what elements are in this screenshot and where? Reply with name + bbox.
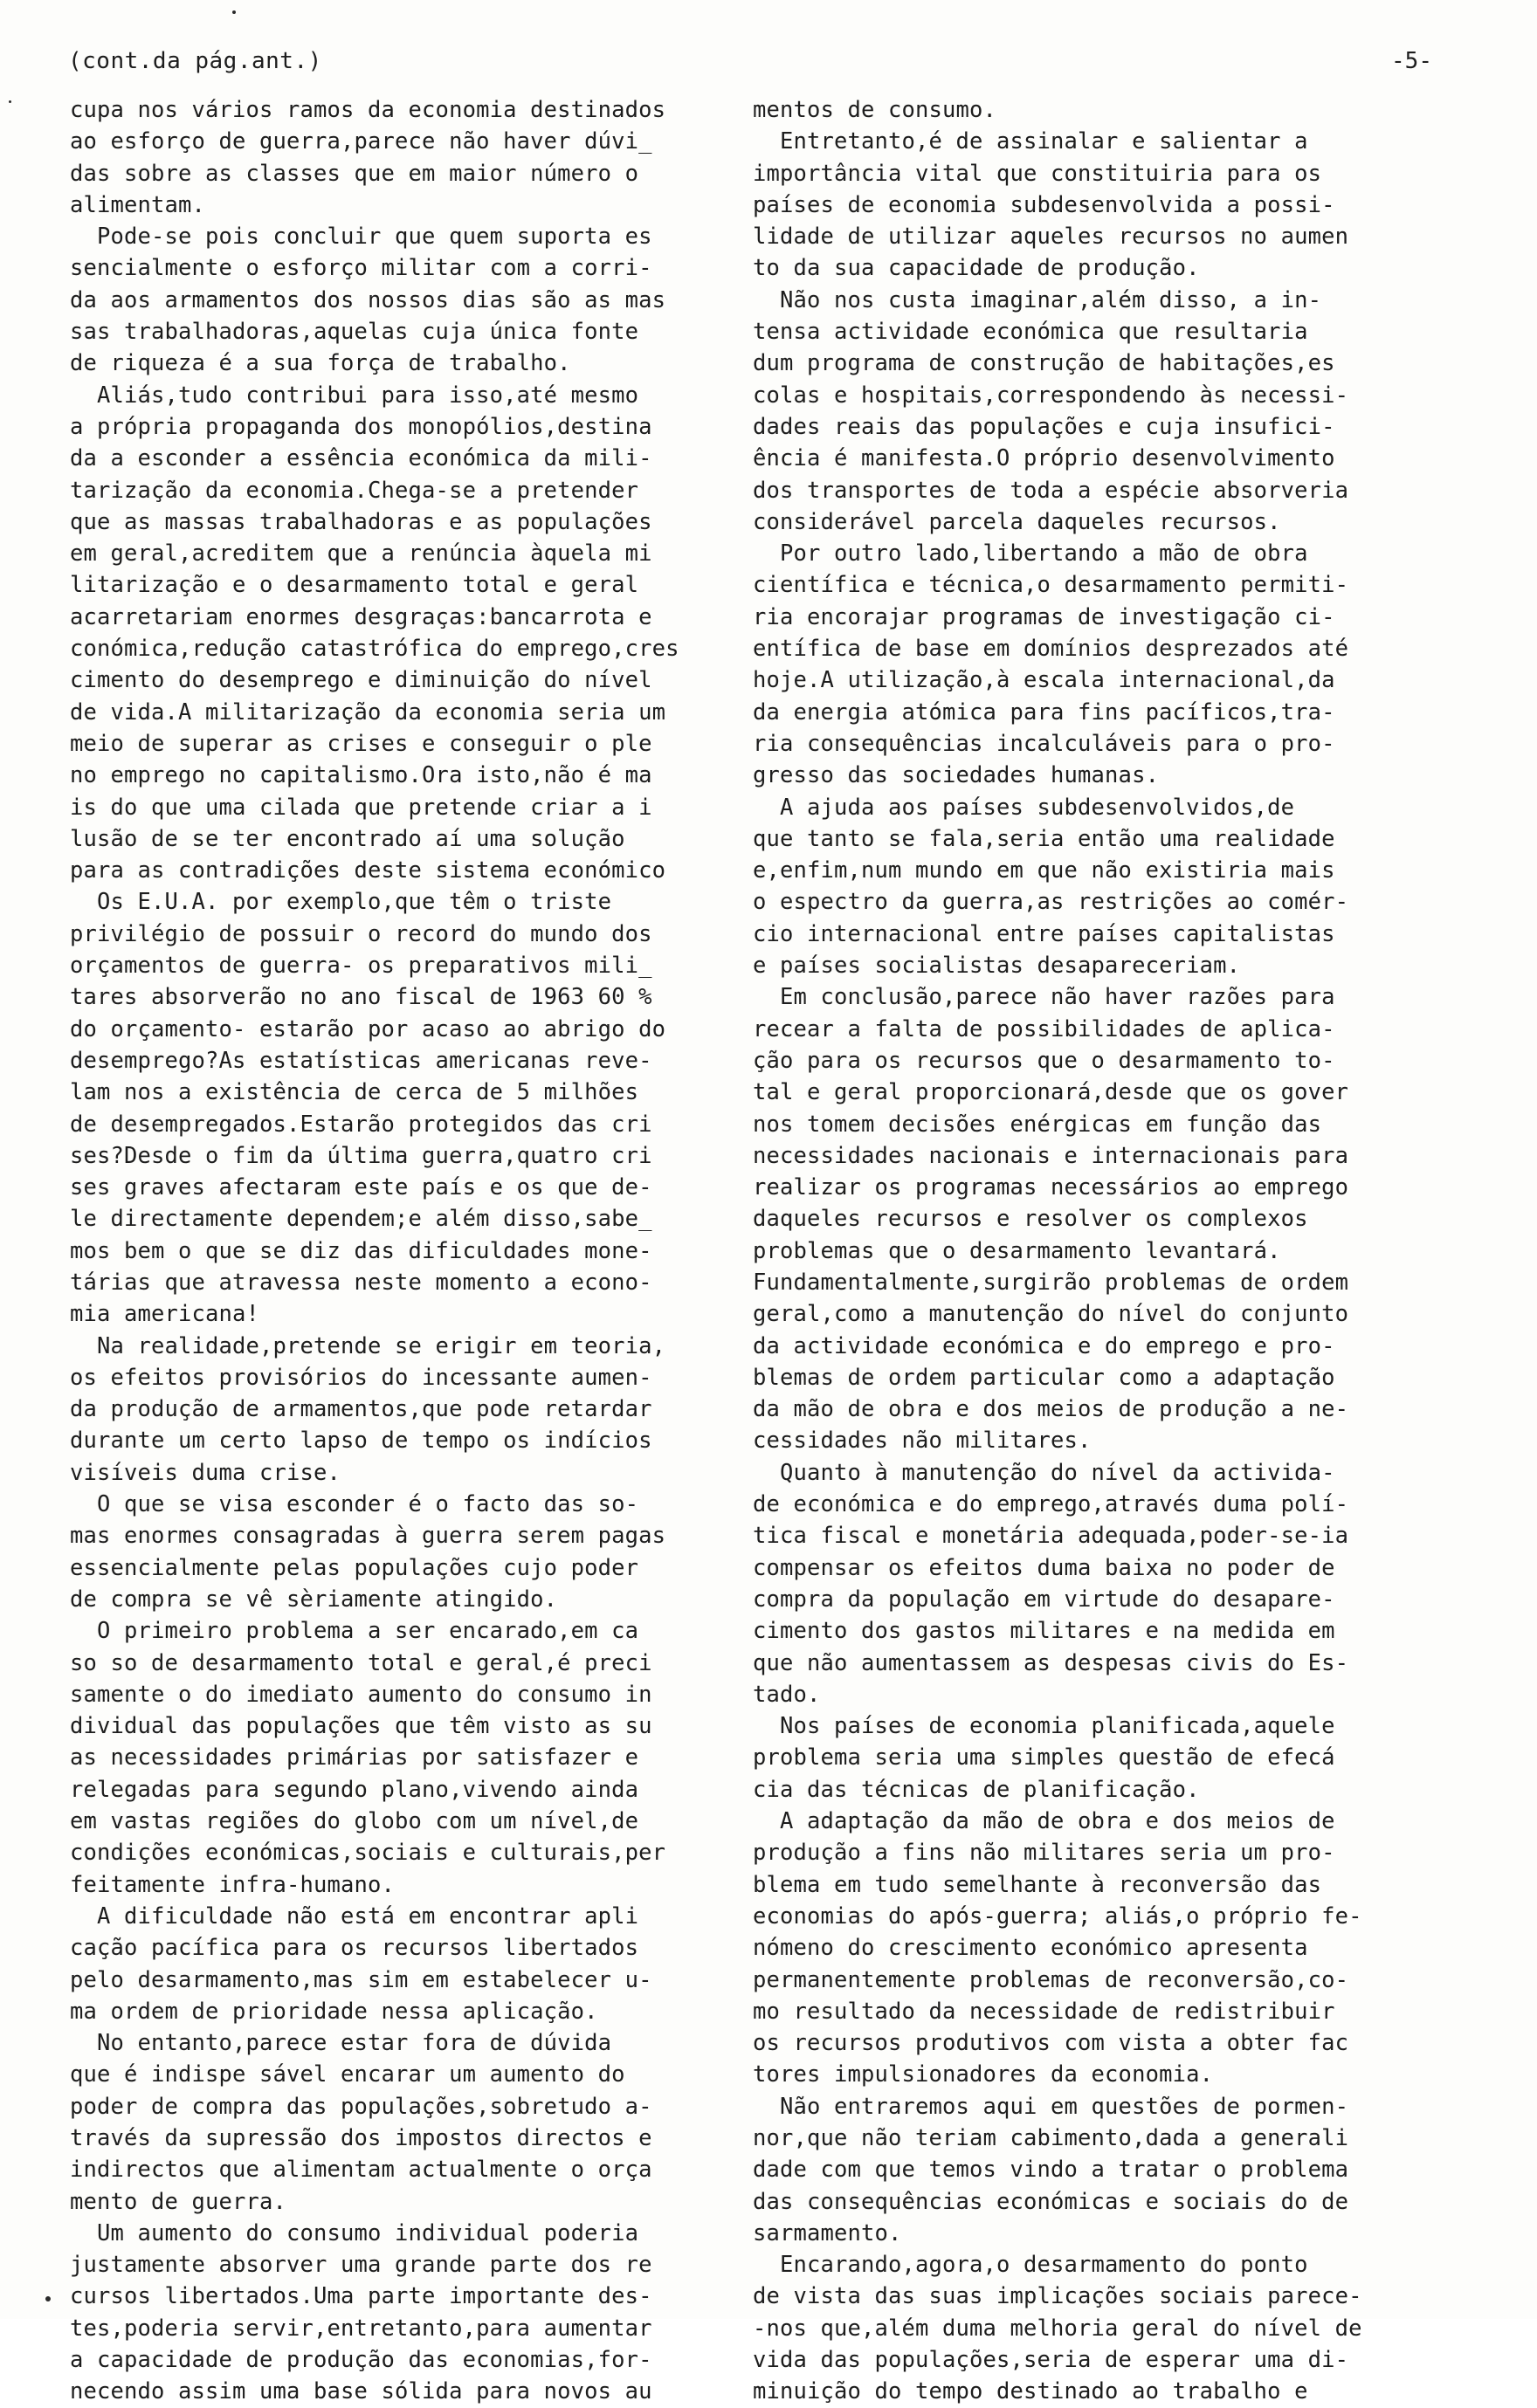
text-line: das consequências económicas e sociais do de (753, 2188, 1349, 2215)
text-line: de vida.A militarização da economia seria um (70, 698, 666, 726)
text-line: no emprego no capitalismo.Ora isto,não é ma (70, 762, 652, 789)
text-line: cimento dos gastos militares e na medida em (753, 1618, 1335, 1645)
text-line: visíveis duma crise. (70, 1459, 341, 1486)
text-line: problema seria uma simples questão de efecá (753, 1744, 1335, 1772)
text-line: considerável parcela daqueles recursos. (753, 508, 1281, 535)
text-line: Encarando,agora,o desarmamento do ponto (753, 2252, 1308, 2279)
text-line: mo resultado da necessidade de redistribuir (753, 1998, 1335, 2025)
text-line: colas e hospitais,correspondendo às necessi- (753, 382, 1349, 409)
text-line: relegadas para segundo plano,vivendo ainda (70, 1776, 639, 1803)
left-text-column (70, 94, 760, 2408)
text-line: Fundamentalmente,surgirão problemas de ordem (753, 1269, 1349, 1296)
text-line: sas trabalhadoras,aquelas cuja única fonte (70, 319, 639, 346)
text-line: tarização da economia.Chega-se a pretender (70, 477, 639, 504)
text-line: través da supressão dos impostos directos e (70, 2125, 652, 2151)
text-line: minuição do tempo destinado ao trabalho e (753, 2378, 1308, 2405)
text-line: ria encorajar programas de investigação ci- (753, 603, 1335, 630)
text-line: blemas de ordem particular como a adaptação (753, 1364, 1335, 1391)
text-line: condições económicas,sociais e culturais,per (70, 1840, 666, 1867)
text-line: Quanto à manutenção do nível da activida- (753, 1459, 1335, 1486)
text-line: de económica e do emprego,através duma polí- (753, 1491, 1349, 1518)
text-line: ência é manifesta.O próprio desenvolvimento (753, 445, 1335, 472)
text-line: importância vital que constituiria para os (753, 160, 1322, 187)
text-line: das sobre as classes que em maior número o (70, 160, 639, 187)
text-line: to da sua capacidade de produção. (753, 255, 1200, 282)
text-line: que não aumentassem as despesas civis do Es- (753, 1649, 1349, 1676)
text-line: da energia atómica para fins pacíficos,tra- (753, 698, 1335, 726)
text-line: e países socialistas desapareceriam. (753, 953, 1241, 980)
text-line: cursos libertados.Uma parte importante des- (70, 2283, 652, 2310)
right-text-column (753, 94, 1478, 2408)
text-line: lusão de se ter encontrado aí uma solução (70, 825, 625, 852)
text-line: privilégio de possuir o record do mundo dos (70, 920, 652, 947)
text-line: pelo desarmamento,mas sim em estabelecer u- (70, 1966, 652, 1993)
text-line: permanentemente problemas de reconversão,co- (753, 1966, 1349, 1993)
text-line: justamente absorver uma grande parte dos re (70, 2252, 652, 2279)
text-line: Um aumento do consumo individual poderia (70, 2219, 639, 2246)
text-line: so so de desarmamento total e geral,é preci (70, 1649, 652, 1676)
text-line: vida das populações,seria de esperar uma di- (753, 2347, 1349, 2374)
text-line: da a esconder a essência económica da mili- (70, 445, 652, 472)
text-line: mento de guerra. (70, 2188, 287, 2215)
text-line: litarização e o desarmamento total e geral (70, 572, 639, 599)
text-line: tado. (753, 1681, 821, 1708)
text-line: em vastas regiões do globo com um nível,de (70, 1808, 639, 1835)
text-line: mia americana! (70, 1301, 260, 1328)
text-line: Os E.U.A. por exemplo,que têm o triste (70, 889, 612, 916)
text-line: No entanto,parece estar fora de dúvida (70, 2030, 612, 2057)
page-number: -5- (1391, 48, 1432, 74)
text-line: essencialmente pelas populações cujo poder (70, 1554, 639, 1581)
text-line: realizar os programas necessários ao emprego (753, 1174, 1349, 1201)
text-line: científica e técnica,o desarmamento permiti- (753, 572, 1349, 599)
text-line: desemprego?As estatísticas americanas reve- (70, 1047, 652, 1074)
text-line: ção para os recursos que o desarmamento to- (753, 1047, 1335, 1074)
text-line: sarmamento. (753, 2219, 902, 2246)
text-line: de compra se vê sèriamente atingido. (70, 1586, 558, 1613)
text-line: ao esforço de guerra,parece não haver dúvi_ (70, 128, 652, 155)
text-line: poder de compra das populações,sobretudo a- (70, 2093, 652, 2120)
text-line: ses?Desde o fim da última guerra,quatro cri (70, 1142, 652, 1169)
text-line: para as contradições deste sistema económico (70, 857, 666, 884)
text-line: dade com que temos vindo a tratar o problema (753, 2157, 1349, 2184)
text-line: samente o do imediato aumento do consumo in (70, 1681, 652, 1708)
text-line: da mão de obra e dos meios de produção a ne- (753, 1396, 1349, 1423)
text-line: que é indispe sável encarar um aumento do (70, 2061, 625, 2088)
text-line: O que se visa esconder é o facto das so- (70, 1491, 639, 1518)
text-line: acarretariam enormes desgraças:bancarrota e (70, 603, 652, 630)
text-line: meio de superar as crises e conseguir o ple (70, 730, 652, 757)
text-line: dum programa de construção de habitações,es (753, 350, 1335, 377)
text-line: hoje.A utilização,à escala internacional,da (753, 667, 1335, 694)
text-line: de vista das suas implicações sociais parece- (753, 2283, 1362, 2310)
text-line: cessidades não militares. (753, 1428, 1092, 1455)
text-line: Em conclusão,parece não haver razões para (753, 984, 1335, 1011)
text-line: da actividade económica e do emprego e pro- (753, 1332, 1335, 1359)
text-line: dos transportes de toda a espécie absorveria (753, 477, 1349, 504)
text-line: Aliás,tudo contribui para isso,até mesmo (70, 382, 639, 409)
text-line: A dificuldade não está em encontrar apli (70, 1902, 639, 1930)
text-line: ma ordem de prioridade nessa aplicação. (70, 1998, 598, 2025)
ink-speck (232, 10, 236, 14)
text-line: mos bem o que se diz das dificuldades mone- (70, 1237, 652, 1264)
text-line: que as massas trabalhadoras e as populações (70, 508, 652, 535)
text-line: necendo assim uma base sólida para novos au (70, 2378, 652, 2405)
text-line: mas enormes consagradas à guerra serem pagas (70, 1523, 666, 1550)
text-line: de riqueza é a sua força de trabalho. (70, 350, 571, 377)
text-line: necessidades nacionais e internacionais para (753, 1142, 1349, 1169)
text-line: is do que uma cilada que pretende criar a i (70, 794, 652, 821)
text-line: os recursos produtivos com vista a obter fac (753, 2030, 1349, 2057)
text-line: feitamente infra-humano. (70, 1871, 396, 1898)
text-line: que tanto se fala,seria então uma realidade (753, 825, 1335, 852)
text-line: Entretanto,é de assinalar e salientar a (753, 128, 1308, 155)
text-line: compra da população em virtude do desapare- (753, 1586, 1335, 1613)
text-line: dividual das populações que têm visto as su (70, 1713, 652, 1740)
text-line: tica fiscal e monetária adequada,poder-se-ia (753, 1523, 1349, 1550)
text-line: problemas que o desarmamento levantará. (753, 1237, 1281, 1264)
text-line: cio internacional entre países capitalistas (753, 920, 1335, 947)
text-line: os efeitos provisórios do incessante aumen- (70, 1364, 652, 1391)
text-line: recear a falta de possibilidades de aplica- (753, 1015, 1335, 1042)
text-line: Pode-se pois concluir que quem suporta es (70, 224, 652, 251)
text-line: dades reais das populações e cuja insufici- (753, 413, 1335, 440)
text-line: ria consequências incalculáveis para o pro- (753, 730, 1335, 757)
text-line: lam nos a existência de cerca de 5 milhões (70, 1079, 639, 1106)
text-line: do orçamento- estarão por acaso ao abrigo do (70, 1015, 666, 1042)
text-line: as necessidades primárias por satisfazer e (70, 1744, 639, 1772)
text-line: le directamente dependem;e além disso,sabe_ (70, 1206, 652, 1233)
text-line: cação pacífica para os recursos libertados (70, 1935, 639, 1962)
ink-speck (45, 2296, 51, 2301)
text-line: e,enfim,num mundo em que não existiria mais (753, 857, 1335, 884)
text-line: tes,poderia servir,entretanto,para aumentar (70, 2315, 652, 2342)
text-line: produção a fins não militares seria um pro- (753, 1840, 1335, 1867)
text-line: A adaptação da mão de obra e dos meios de (753, 1808, 1335, 1835)
text-line: Não entraremos aqui em questões de pormen- (753, 2093, 1349, 2120)
text-line: de desempregados.Estarão protegidos das cri (70, 1111, 652, 1138)
text-line: a capacidade de produção das economias,for- (70, 2347, 652, 2374)
text-line: nómeno do crescimento económico apresenta (753, 1935, 1308, 1962)
text-line: geral,como a manutenção do nível do conjunto (753, 1301, 1349, 1328)
text-line: sencialmente o esforço militar com a corri- (70, 255, 652, 282)
text-line: daqueles recursos e resolver os complexos (753, 1206, 1308, 1233)
text-line: tares absorverão no ano fiscal de 1963 60 % (70, 984, 652, 1011)
text-line: da produção de armamentos,que pode retardar (70, 1396, 652, 1423)
text-line: tores impulsionadores da economia. (753, 2061, 1214, 2088)
text-line: nor,que não teriam cabimento,dada a generali (753, 2125, 1349, 2151)
text-line: tal e geral proporcionará,desde que os gover (753, 1079, 1349, 1106)
text-line: cia das técnicas de planificação. (753, 1776, 1200, 1803)
text-line: -nos que,além duma melhoria geral do nível de (753, 2315, 1362, 2342)
text-line: blema em tudo semelhante à reconversão das (753, 1871, 1322, 1898)
text-line: conómica,redução catastrófica do emprego,cres (70, 636, 679, 663)
text-line: o espectro da guerra,as restrições ao comér- (753, 889, 1349, 916)
ink-speck (9, 100, 11, 103)
text-line: em geral,acreditem que a renúncia àquela mi (70, 540, 652, 568)
text-line: Por outro lado,libertando a mão de obra (753, 540, 1308, 568)
text-line: A ajuda aos países subdesenvolvidos,de (753, 794, 1295, 821)
text-line: lidade de utilizar aqueles recursos no aumen (753, 224, 1349, 251)
text-line: tárias que atravessa neste momento a econo- (70, 1269, 652, 1296)
text-line: durante um certo lapso de tempo os indícios (70, 1428, 652, 1455)
text-line: O primeiro problema a ser encarado,em ca (70, 1618, 639, 1645)
text-line: Na realidade,pretende se erigir em teoria, (70, 1332, 666, 1359)
continued-note: (cont.da pág.ant.) (68, 48, 322, 74)
text-line: cimento do desemprego e diminuição do nível (70, 667, 652, 694)
text-line: entífica de base em domínios desprezados até (753, 636, 1349, 663)
text-line: cupa nos vários ramos da economia destinados (70, 97, 666, 123)
text-line: economias do após-guerra; aliás,o próprio fe- (753, 1902, 1362, 1930)
text-line: indirectos que alimentam actualmente o orça (70, 2157, 652, 2184)
text-line: Nos países de economia planificada,aquele (753, 1713, 1335, 1740)
text-line: mentos de consumo. (753, 97, 997, 123)
text-line: alimentam. (70, 191, 206, 218)
text-line: a própria propaganda dos monopólios,destina (70, 413, 652, 440)
text-line: ses graves afectaram este país e os que de- (70, 1174, 652, 1201)
text-line: compensar os efeitos duma baixa no poder de (753, 1554, 1335, 1581)
text-line: nos tomem decisões enérgicas em função das (753, 1111, 1322, 1138)
text-line: orçamentos de guerra- os preparativos mili_ (70, 953, 652, 980)
text-line: gresso das sociedades humanas. (753, 762, 1160, 789)
page-header (68, 48, 1485, 92)
text-line: Não nos custa imaginar,além disso, a in- (753, 286, 1322, 313)
text-line: da aos armamentos dos nossos dias são as mas (70, 286, 666, 313)
text-line: tensa actividade económica que resultaria (753, 319, 1308, 346)
text-line: países de economia subdesenvolvida a possi- (753, 191, 1335, 218)
